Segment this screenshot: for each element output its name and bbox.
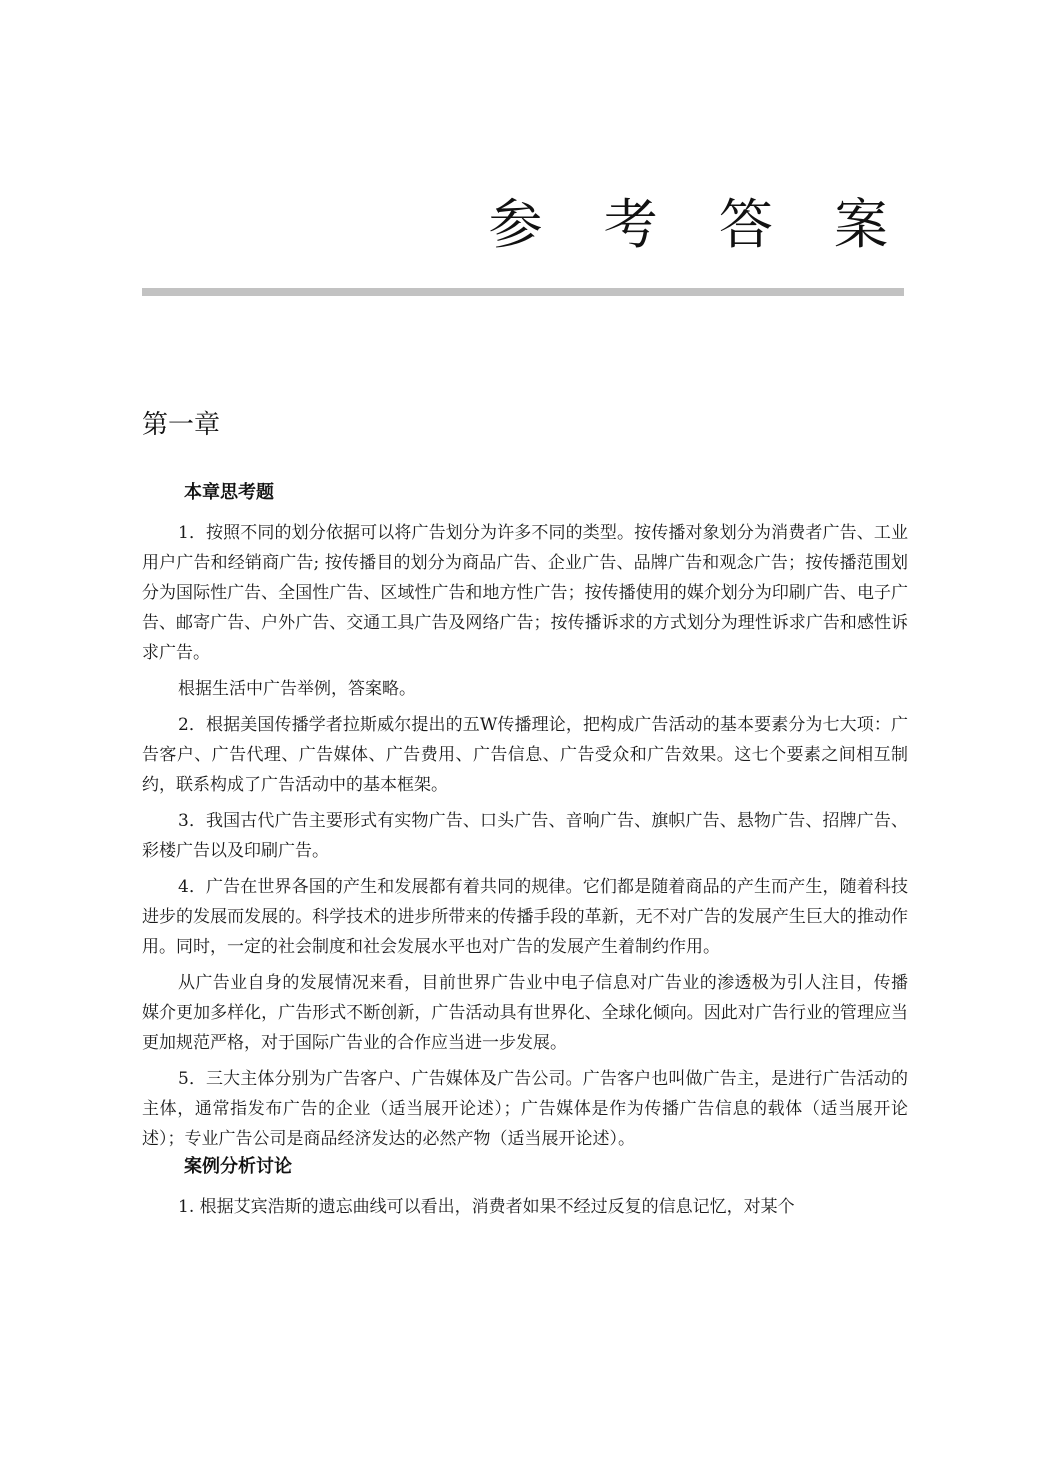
answer-paragraph: 4．广告在世界各国的产生和发展都有着共同的规律。它们都是随着商品的产生而产生，随着科技进步的发展而发展的。科学技术的进步所带来的传播手段的革新，无不对广告的发展产生巨大的推动作用。同时，一定的社会制度和社会发展水平也对广告的发展产生着制约作用。: [142, 877, 908, 957]
answer-paragraph: 2．根据美国传播学者拉斯威尔提出的五W传播理论，把构成广告活动的基本要素分为七大项：广告客户、广告代理、广告媒体、广告费用、广告信息、广告受众和广告效果。这七个要素之间相互制约，联系构成了广告活动中的基本框架。: [142, 715, 908, 795]
answer-paragraph: 1．按照不同的划分依据可以将广告划分为许多不同的类型。按传播对象划分为消费者广告、工业用户广告和经销商广告; 按传播目的划分为商品广告、企业广告、品牌广告和观念广告；按传播范围划分为国际性广告、全国性广告、区域性广告和地方性广告；按传播使用的媒介划分为印刷广告、电子广告、邮寄广告、户外广告、交通工具广告及网络广告；按传播诉求的方式划分为理性诉求广告和感性诉求广告。: [142, 523, 908, 663]
section-heading: 本章思考题: [184, 482, 274, 503]
answer-paragraph: 根据生活中广告举例，答案略。: [178, 679, 416, 699]
answer-paragraph: 5．三大主体分别为广告客户、广告媒体及广告公司。广告客户也叫做广告主，是进行广告活动的主体，通常指发布广告的企业（适当展开论述）；广告媒体是作为传播广告信息的载体（适当展开论述）；专业广告公司是商品经济发达的必然产物（适当展开论述）。: [142, 1069, 908, 1149]
body-content: [142, 480, 908, 1228]
section-heading: 案例分析讨论: [184, 1156, 292, 1177]
answer-paragraph: 从广告业自身的发展情况来看，目前世界广告业中电子信息对广告业的渗透极为引人注目，传播媒介更加多样化，广告形式不断创新，广告活动具有世界化、全球化倾向。因此对广告行业的管理应当更加规范严格，对于国际广告业的合作应当进一步发展。: [142, 973, 908, 1053]
page-title: 参 考 答 案: [488, 193, 910, 256]
chapter-heading: 第一章: [142, 410, 221, 440]
answer-paragraph: 3．我国古代广告主要形式有实物广告、口头广告、音响广告、旗帜广告、悬物广告、招牌广告、彩楼广告以及印刷广告。: [142, 811, 908, 861]
answer-paragraph: 1. 根据艾宾浩斯的遗忘曲线可以看出，消费者如果不经过反复的信息记忆，对某个: [178, 1197, 795, 1217]
section-case-analysis: [142, 1154, 908, 1222]
title-divider: [142, 288, 904, 296]
section-thinking-questions: [142, 480, 908, 1154]
